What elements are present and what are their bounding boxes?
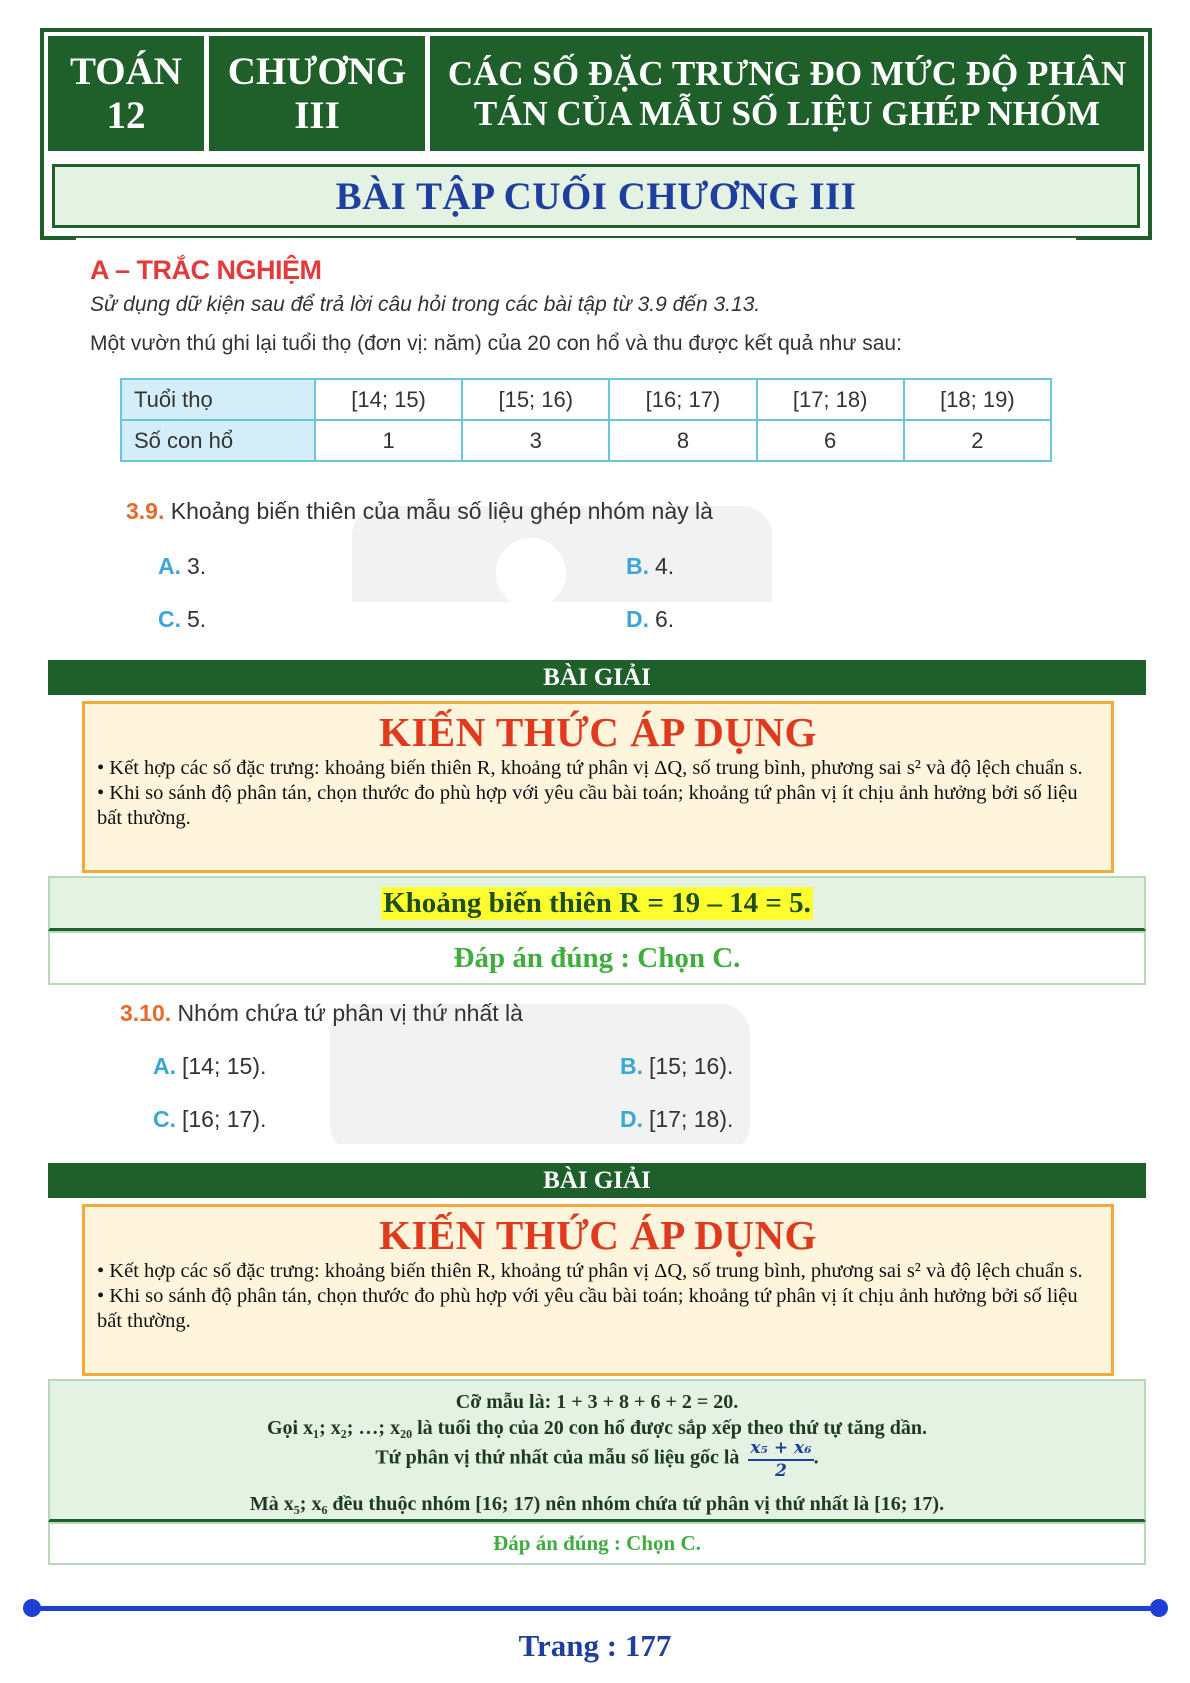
page-number: Trang : 177 [518,1628,672,1663]
quartile-formula-line: Tứ phân vị thứ nhất của mẫu số liệu gốc là $\frac{\text{x₅ + x₆}}{2}$ . [375,1438,819,1481]
question-3-9 [126,498,713,525]
table-cell: [14; 15) [315,379,462,420]
option-c: C. 5. [158,606,207,632]
sample-size-line: Cỡ mẫu là: 1 + 3 + 8 + 6 + 2 = 20. [455,1391,739,1413]
page-header [40,28,1152,240]
section-title: A – TRẮC NGHIỆM [90,255,322,285]
knowledge-bullet: • Khi so sánh độ phân tán, chọn thước đo phù hợp với yêu cầu bài toán; khoảng tứ phân vị ít chịu ảnh hưởng bởi số liệu bất thường. [97,1285,1078,1332]
chapter-cell [209,36,425,154]
table-cell: 2 [904,420,1051,461]
grade: 12 [106,93,146,137]
quartile-formula-text: Tứ phân vị thứ nhất của mẫu số liệu gốc là [375,1446,740,1469]
question-text: Nhóm chứa tứ phân vị thứ nhất là [177,1000,523,1026]
knowledge-bullet: • Kết hợp các số đặc trưng: khoảng biến thiên R, khoảng tứ phân vị ΔQ, số trung bình, phương sai s² và độ lệch chuẩn s. [97,1260,1083,1282]
knowledge-title: KIẾN THỨC ÁP DỤNG [379,709,817,755]
knowledge-title: KIẾN THỨC ÁP DỤNG [379,1212,817,1258]
option-d: D. 6. [626,606,675,632]
chapter-title-cell [430,36,1144,154]
watermark-cut [496,538,566,602]
table-cell: [15; 16) [462,379,609,420]
option-d: D. [17; 18). [620,1106,734,1132]
fraction-denominator: 2 [775,1461,787,1481]
table-cell: 3 [462,420,609,461]
question-number: 3.10. [120,1000,172,1026]
knowledge-bullet: • Khi so sánh độ phân tán, chọn thước đo phù hợp với yêu cầu bài toán; khoảng tứ phân vị ít chịu ảnh hưởng bởi số liệu bất thường. [97,782,1078,829]
context-text: Một vườn thú ghi lại tuổi thọ (đơn vị: năm) của 20 con hổ và thu được kết quả như sau: [90,332,902,355]
option-b: B. 4. [626,553,675,579]
instruction-text: Sử dụng dữ kiện sau để trả lời câu hỏi trong các bài tập từ 3.9 đến 3.13. [90,293,761,316]
footer-line [30,1606,1160,1611]
subject-name: TOÁN [70,49,182,93]
question-number: 3.9. [126,498,165,524]
chapter-label: CHƯƠNG [227,49,407,93]
answer-text: Đáp án đúng : Chọn C. [453,941,741,974]
lesson-title-box [52,164,1140,228]
fraction-numerator: x₅ + x₆ [748,1437,813,1461]
knowledge-box [82,1204,1114,1376]
knowledge-box [82,701,1114,873]
table-cell: [17; 18) [757,379,904,420]
ordering-line: Gọi x₁; x₂; …; x₂₀ là tuổi thọ của 20 con hổ được sắp xếp theo thứ tự tăng dần. [267,1417,927,1439]
chapter-title-line1: CÁC SỐ ĐẶC TRƯNG ĐO MỨC ĐỘ PHÂN [447,53,1127,93]
table-row [121,420,1051,461]
chapter-number: III [294,93,340,137]
knowledge-bullet: • Kết hợp các số đặc trưng: khoảng biến thiên R, khoảng tứ phân vị ΔQ, số trung bình, phương sai s² và độ lệch chuẩn s. [97,757,1083,779]
option-a: A. 3. [158,553,207,579]
lesson-title: BÀI TẬP CUỐI CHƯƠNG III [335,174,857,218]
option-a: A. [14; 15). [153,1053,267,1079]
table-cell: [18; 19) [904,379,1051,420]
row-header-count: Số con hổ [121,420,315,461]
header-top-row [48,36,1144,154]
conclusion-line: Mà x₅; x₆ đều thuộc nhóm [16; 17) nên nhóm chứa tứ phân vị thứ nhất là [16; 17). [249,1493,945,1515]
fraction [748,1437,813,1481]
option-b: B. [15; 16). [620,1053,734,1079]
data-table [120,378,1052,462]
subject-cell [48,36,204,154]
footer-dot-left [23,1599,41,1617]
row-header-lifespan: Tuổi thọ [121,379,315,420]
result-box [48,876,1146,931]
table-cell: 1 [315,420,462,461]
question-3-10 [120,1000,523,1027]
footer-dot-right [1150,1599,1168,1617]
table-cell: 6 [757,420,904,461]
table-row [121,379,1051,420]
solution-steps [48,1379,1146,1522]
answer-box [48,931,1146,985]
option-c: C. [16; 17). [153,1106,267,1132]
result-text: Khoảng biến thiên R = 19 – 14 = 5. [383,886,811,919]
chapter-title-line2: TÁN CỦA MẪU SỐ LIỆU GHÉP NHÓM [473,93,1101,133]
answer-box [48,1522,1146,1565]
solution-bar: BÀI GIẢI [48,660,1146,695]
answer-text: Đáp án đúng : Chọn C. [493,1531,701,1555]
solution-bar: BÀI GIẢI [48,1163,1146,1198]
table-cell: [16; 17) [609,379,756,420]
question-text: Khoảng biến thiên của mẫu số liệu ghép nhóm này là [170,498,713,524]
table-cell: 8 [609,420,756,461]
